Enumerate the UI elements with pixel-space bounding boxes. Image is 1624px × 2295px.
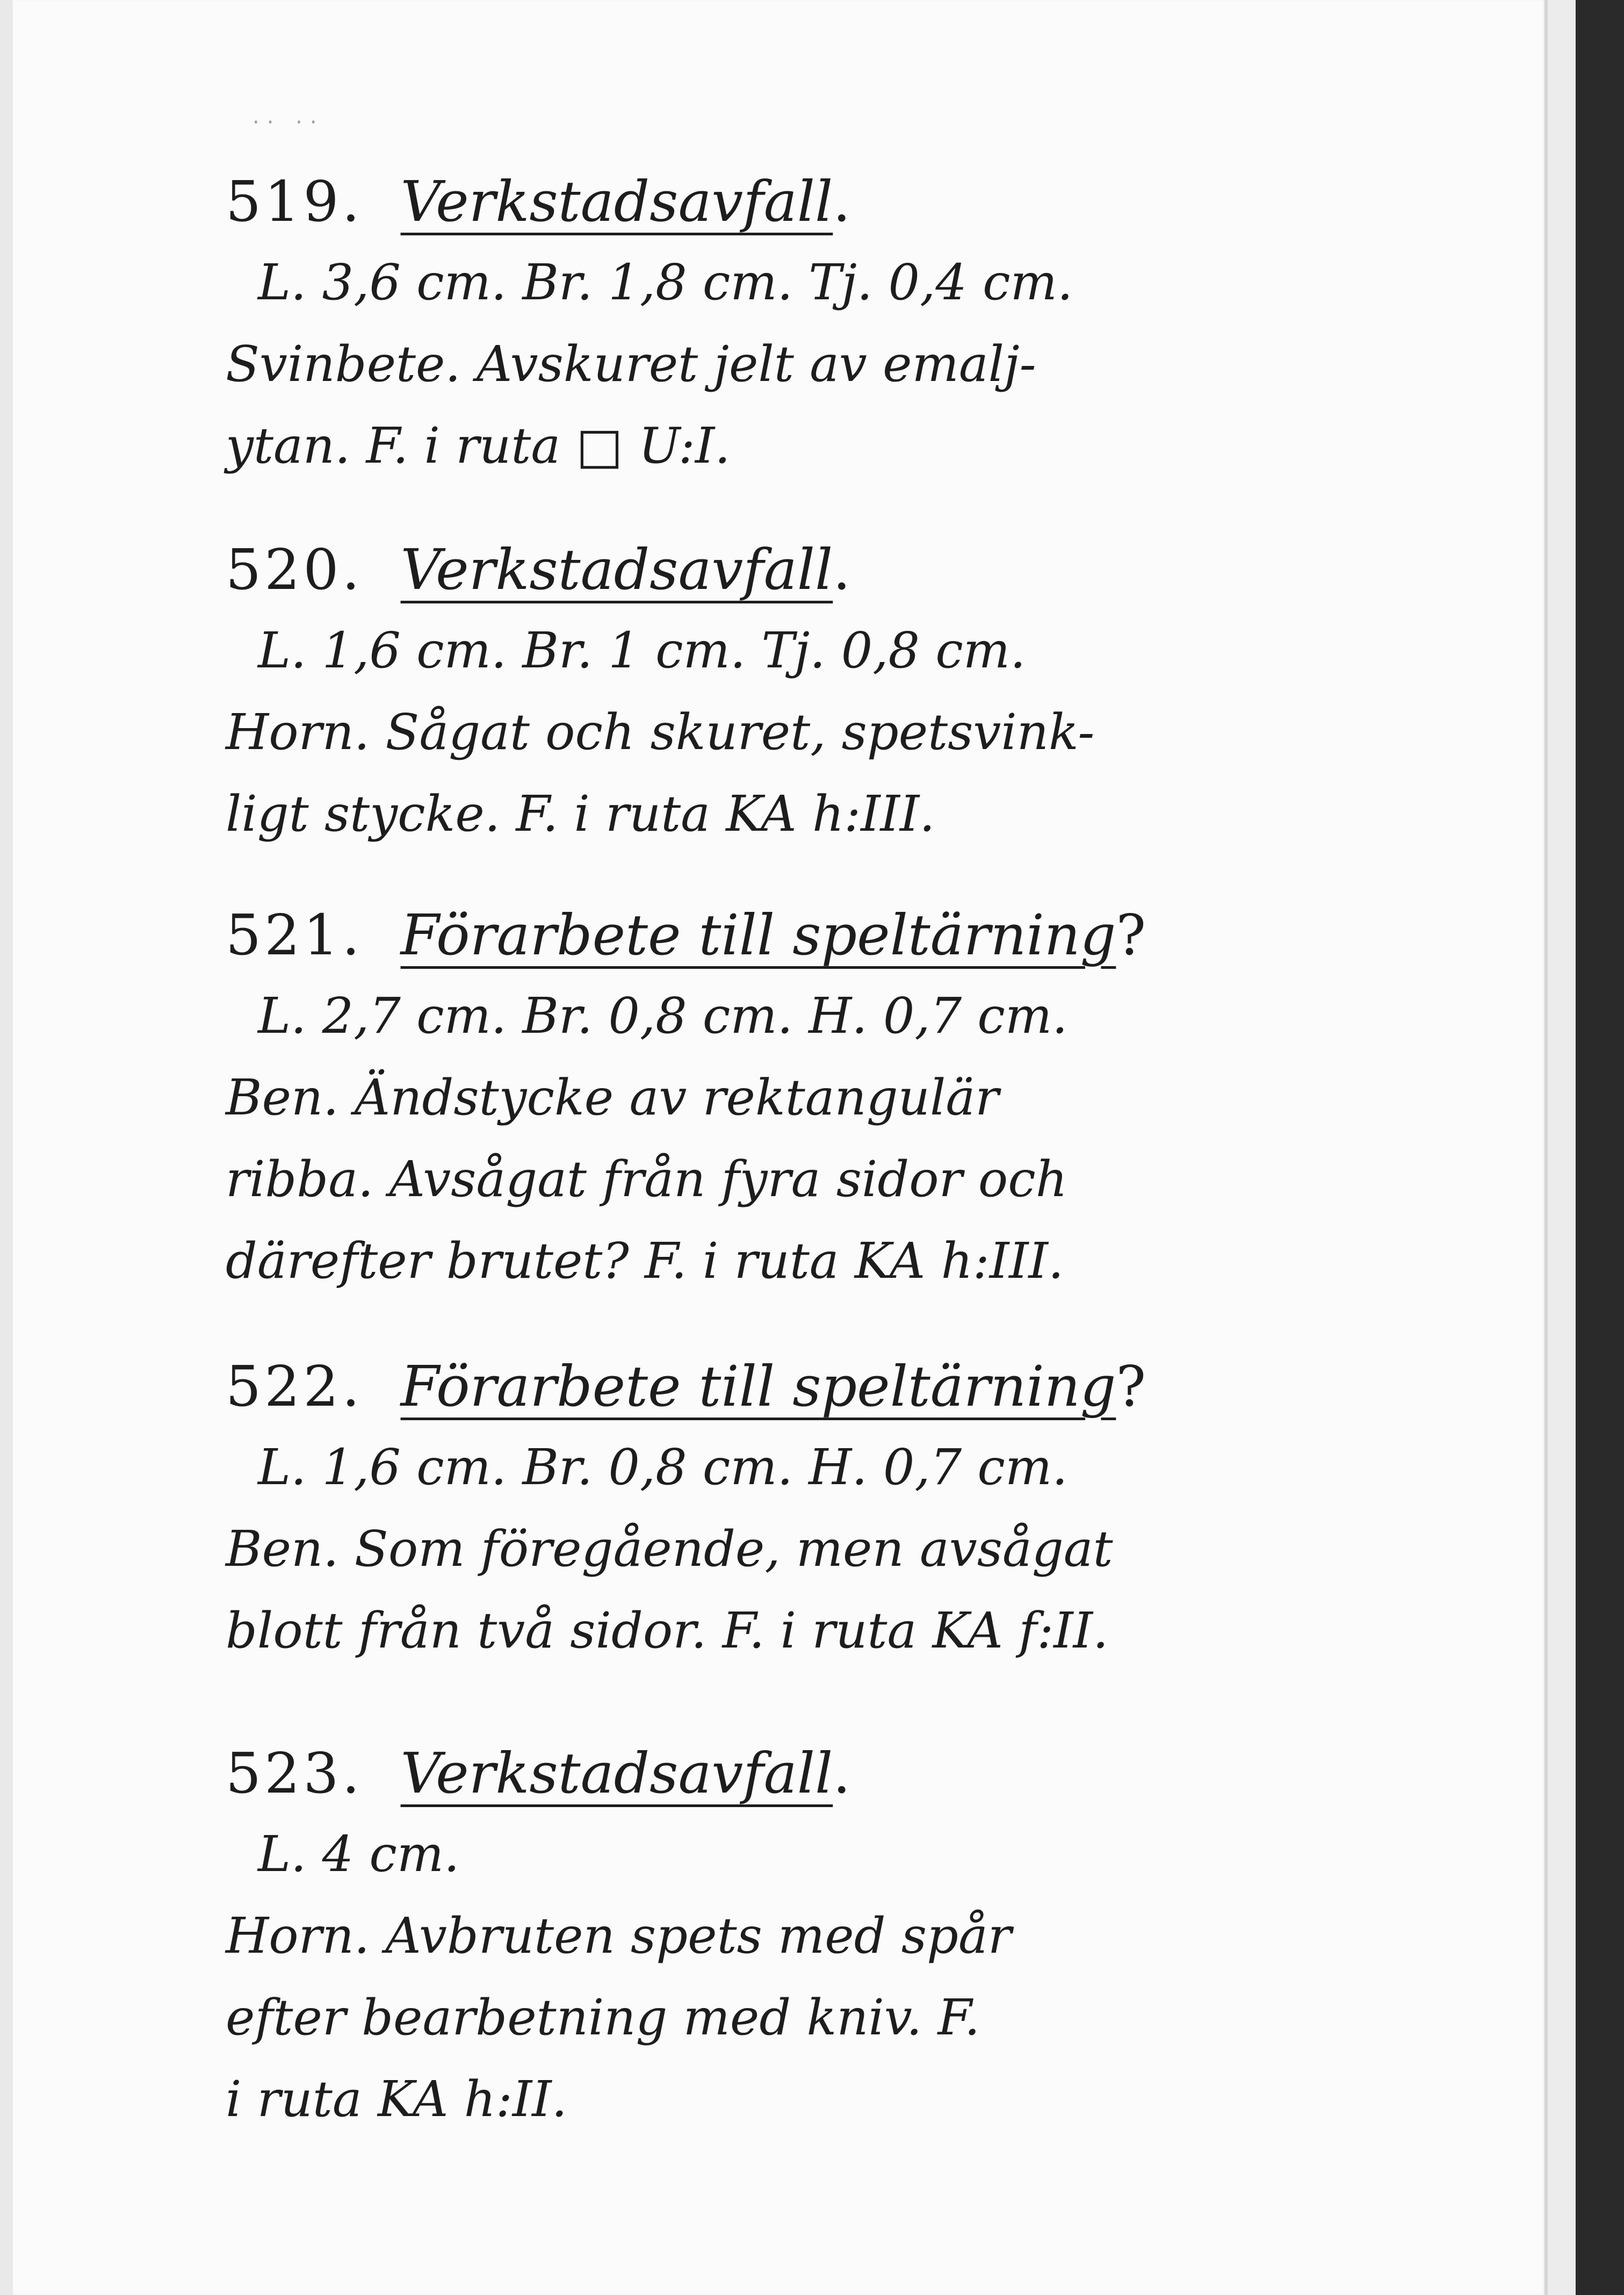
- book-binding-edge: [1576, 0, 1624, 2295]
- entry-heading: [226, 1733, 1429, 1814]
- top-ink-marks: ·· ··: [252, 110, 324, 135]
- entry-measurements: L. 2,7 cm. Br. 0,8 cm. H. 0,7 cm.: [258, 987, 1068, 1045]
- entry-number: 523.: [226, 1740, 363, 1806]
- catalog-entry-521: [226, 895, 1429, 1302]
- entry-title-punctuation: ?: [1116, 902, 1146, 968]
- entry-number: 522.: [226, 1354, 363, 1419]
- entry-number: 521.: [226, 902, 363, 968]
- page-gutter: [1548, 0, 1576, 2295]
- entry-description-line: ligt stycke. F. i ruta KA h:III.: [226, 785, 935, 843]
- catalog-entry-519: [226, 161, 1429, 487]
- catalog-entry-523: [226, 1733, 1429, 2140]
- entry-title-punctuation: .: [833, 169, 851, 234]
- entry-title: Verkstadsavfall: [400, 1740, 833, 1806]
- entry-title: Förarbete till speltärning: [400, 902, 1116, 968]
- entry-title: Förarbete till speltärning: [400, 1354, 1116, 1419]
- entry-title-punctuation: .: [833, 537, 851, 602]
- entry-title: Verkstadsavfall: [400, 169, 833, 234]
- entry-description-line: ytan. F. i ruta □ U:I.: [226, 417, 731, 474]
- entry-measurements: L. 1,6 cm. Br. 0,8 cm. H. 0,7 cm.: [258, 1438, 1068, 1496]
- catalog-entry-522: [226, 1346, 1429, 1672]
- entry-description-line: Horn. Avbruten spets med spår: [226, 1907, 1012, 1965]
- entry-heading: [226, 161, 1429, 242]
- entry-description-line: i ruta KA h:II.: [226, 2070, 567, 2128]
- entry-number: 519.: [226, 169, 363, 234]
- page-left-edge: [0, 0, 13, 2295]
- entry-heading: [226, 529, 1429, 610]
- entry-title-punctuation: .: [833, 1740, 851, 1806]
- entry-description-line: blott från två sidor. F. i ruta KA f:II.: [226, 1602, 1109, 1659]
- entry-description-line: Ben. Ändstycke av rektangulär: [226, 1069, 999, 1126]
- entry-description-line: Ben. Som föregående, men avsågat: [226, 1520, 1113, 1578]
- catalog-entry-520: [226, 529, 1429, 855]
- entry-heading: [226, 1346, 1429, 1427]
- entry-number: 520.: [226, 537, 363, 602]
- entry-description-line: efter bearbetning med kniv. F.: [226, 1989, 980, 2046]
- entry-heading: [226, 895, 1429, 975]
- entry-description-line: därefter brutet? F. i ruta KA h:III.: [226, 1232, 1064, 1290]
- entry-title: Verkstadsavfall: [400, 537, 833, 602]
- entry-description-line: ribba. Avsågat från fyra sidor och: [226, 1150, 1068, 1208]
- entry-measurements: L. 4 cm.: [258, 1825, 460, 1883]
- entry-description-line: Horn. Sågat och skuret, spetsvink-: [226, 703, 1095, 761]
- entry-measurements: L. 1,6 cm. Br. 1 cm. Tj. 0,8 cm.: [258, 622, 1026, 679]
- entry-title-punctuation: ?: [1116, 1354, 1146, 1419]
- entry-description-line: Svinbete. Avskuret jelt av emalj-: [226, 335, 1036, 393]
- entry-measurements: L. 3,6 cm. Br. 1,8 cm. Tj. 0,4 cm.: [258, 254, 1073, 311]
